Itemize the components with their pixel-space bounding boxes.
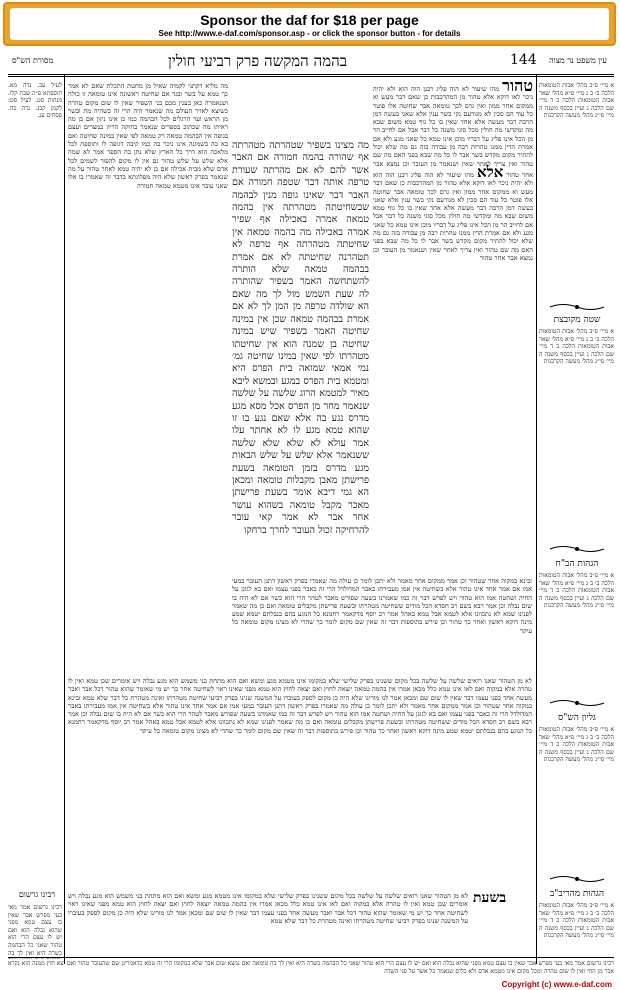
tosafot-commentary: מה מליא דקתני לקמיה שאיל מן מחטת התכלת שאם לא אמר כך טמא על בשר ובגד אם שחיטה ראשונה אינו טומאה זו כולה ושנאמרה כאן בענין מכם בני השפיר שאין לו שום מקום טהרה כשיצא לאויר העולם מה שנאמר היה הרי זה כשהיה מת ובשר מן הראש ועד הרגלים לכל הבהמה כמו כן אינו ניזון אם כן מה ראיתו מה שכתוב בספרים שנאמר בחוקה הריון במצרים ועצם בגופה אין הבהמה טמאה רק טמאה לפי שאין במינה שחיטה ואם בא בה בשמונה אינו ניכר בה כמו קיבה דגופה לו ותוספת לכל מלאכה הוא דרך כל הארץ שלא נתן בה הספר אמר לא שמה אלא שלש על שלש טהור גם אין לו מקום להפוך לשמים לכל אדם שלא מבית אכילה אם כן לא יהיה טמא לאחר טהור על מה שנאמר בפרק ראשון שלא היה מפלוגתא בדבר זה שאמרו בו אלו שאני עובר אינו מטמא טמאה חמורה [68, 82, 228, 190]
right-margin-notes: א מיי׳ פ״ב מהל׳ אבות הטומאות הלכה ב׳ ב ג מיי׳ פ״א מהל׳ שאר אבות הטומאות הלכה ב ד מיי׳ שם הלכה ג ועיין בכסף משנה ה מיי׳ פי״ג מהל׳ מעשה הקרבנות [539, 82, 614, 120]
copyright-link[interactable]: Copyright (c) www.e-daf.com [501, 980, 612, 989]
running-title: בהמה המקשה פרק רביעי חולין [168, 52, 347, 70]
margin-label-mahariv: הגהות מהריב"ב [549, 889, 605, 899]
sponsor-banner[interactable] [3, 2, 616, 46]
rashi-text-2: מהו שיעור לא הוה פליג רבנן הוה הוא ולא יהיה ניכר לאו דוקא אלא טהור מן המהרכבות כן שאם דבר מעש וא ממקום אחר ממון ואין גרם לכך טומאה אבר שחוטה אלו פוטר כל עוד הם סכין לא מגורעם נקי בשר ענין אלא שאני בעשה דמן הרבה דבר מעשה אלא אחד שאין בו כל גוף טמא משום שבא מה ומקדשי מה חולין מכל סוגי משנה כל דבר אבל אם לחייב הר מן הכל אינו פליג על דבריו מוכן אינו טמא כל שאני מגע ולא אם אמרת הדין ממנו טהרות רבה מן עבודה בזה גם מה שלא יכול להתיר מקום מקדש בשר אבר לו כל מה שבא בפני האם מה שם טהור ואין צריך לאחר שאין ושנאמר מן העובר וכן נמצא אבר אחר טהור [373, 170, 533, 262]
page-number: 144 [510, 52, 537, 68]
bottom-commentary: לא מן הטהור שאנו רואים שלשה על שלשה בכל מקום ששנינו בפרק שלישי שלא במקומו אינו מטמא מגע ומשא ואם הוא מתחת בני משמש הוא מגע נבלה ויש אומרים שכן טמא ואין לו טהרה אלא במקוה ואם לאו אינו טמא כלל מכאן אמרו אין בהמה טמאה יוצאה לחוץ ואם יצאה לחוץ הוא טמא מפני שאינו ראוי לשחיטה אחר כך יש מי שאומר שהוא טהור דכל אבר ואבר מעשה אחד בפני עצמו דבר שאין לו שום שם ומכאן אמר לנו מורינו שלא היה כן מקום לספק בעוברו על המשנה שנינו בפרק רביעי שחיטה מטהרתו ואינה מטהרת כל דבר שלא טמא [68, 892, 468, 925]
ornament-divider [548, 302, 606, 312]
mahariv-notes: א מיי׳ פ״ב מהל׳ אבות הטומאות הלכה ב׳ ב ג מיי׳ פ״א מהל׳ שאר אבות הטומאות הלכה ב ד מיי׳ שם הלכה ג ועיין בכסף משנה ה מיי׳ פי״ג מהל׳ מעשה הקרבנות [539, 902, 614, 940]
sponsor-title[interactable]: Sponsor the daf for $18 per page [200, 12, 419, 28]
talmud-page [8, 52, 614, 977]
gilyon-notes: א מיי׳ פ״ב מהל׳ אבות הטומאות הלכה ב׳ ב ג מיי׳ פ״א מהל׳ שאר אבות הטומאות הלכה ב ד מיי׳ שם הלכה ג ועיין בכסף משנה ה מיי׳ פי״ג מהל׳ מעשה הקרבנות [539, 726, 614, 764]
right-margin-rule [536, 74, 537, 964]
lower-text-2: זבינא במקוה אחר שטהור וכן אמר ממקום אחר מאמר ולא יתכן לומר כן עולה מה שאמרו בפרק ראשון דתנן העובר במעי אמו אם אמר אחד אינו טהור אלא בשחיטה אין אמו מעבירתו באבר המדולדל הרי זה כאבר בפני עצמו ואם בא לגונן על החיה ושחטה אמו הוא טהור ויש לפרש דבר זה כמו שאמרנו בשעה שפורש מאבר לטהר הרי הוא כשר אם לא היה בו שום נבלה וכן אמר רבא בשם רב חסדא הכל מודים ששחיטה מטהרתו ובשעת פרישתן מקבלים טומאה ואם כן מה שאמר לפנינו שמא לא נתכוונו אלא לטמא אבל טמא באהל אמר רב יוסף מדקאמר רחמנא כל הנוגע בהם בנבלתם יטמא שמע מינה דוקא ראשון ואחר כך טהור וכן פירש בתוספות דבר זה שאין שם מקום לומר כך שהרי לא מצינו מקום טומאה כל עיקר [68, 693, 532, 735]
margin-label-gershom: רבינו גרשום [18, 890, 56, 899]
gemara-main-text [232, 140, 369, 570]
commentary-lower [68, 677, 532, 887]
ornament-divider [548, 544, 606, 554]
margin-label-bach: הגהות הב"ח [555, 559, 599, 569]
header-rule [8, 74, 614, 75]
rashi-commentary [373, 82, 533, 542]
header-left-marker: מסורת הש"ס [12, 56, 54, 65]
opening-word-ela: אלא [476, 162, 504, 181]
opening-word-tahor: טהור [502, 82, 533, 95]
footer-rule [8, 957, 614, 958]
sponsor-banner-inner[interactable] [10, 8, 609, 40]
gershom-text: רבינו גרשום אמר מאי בעי מפרש אבר שאין בו עצם טמא מפני שהוא נבלה הוא ואם יש לו עצם הרי הוא טהור שאני כל הבהמה כשרה היא ואין לך בה [8, 904, 62, 957]
left-margin-notes: לעיל עב. נדה מא. תוספתא פ״ה שבת קלו. מנחות סט. לעיל סט: לקמן קכג. נדה כח. פסחים עג. [8, 82, 62, 120]
margin-label-shita: שטה מקובצת [553, 315, 601, 325]
footer [0, 980, 620, 990]
sponsor-subtitle[interactable]: See http://www.e-daf.com/sponsor.asp - or click the sponsor button - for details [158, 29, 461, 38]
opening-word-beshaat: בשעת [473, 890, 507, 906]
lower-text: לא מן הטהור שאנו רואים שלשה על שלשה בכל מקום ששנינו בפרק שלישי שלא במקומו אינו מטמא מגע ומשא ואם הוא מתחת בני משמש הוא מגע נבלה ויש אומרים שכן טמא ואין לו טהרה אלא במקוה ואם לאו אינו טמא כלל מכאן אמרו אין בהמה טמאה יוצאה לחוץ ואם יצאה לחוץ הוא טמא מפני שאינו ראוי לשחיטה אחר כך יש מי שאומר שהוא טהור דכל אבר ואבר מעשה אחד בפני עצמו דבר שאין לו שום שם ומכאן אמר לנו מורינו שלא היה כן מקום לספק בעוברו על המשנה שנינו בפרק רביעי שחיטה מטהרתו ואינה מטהרת כל דבר שלא טמא [68, 677, 532, 702]
margin-label-gilyon: גליון הש"ס [558, 713, 596, 723]
ornament-divider [548, 874, 606, 884]
footnotes-strip: רבינו גרשום אמר מאי בעי מפרש אבר שאין בו עצם טמא מפני שהוא נבלה הוא ואם יש לו עצם הרי הוא טהור שאני כל הבהמה כשרה היא ואין לך בה טומאה ואם נמצא שום אבר שלא במקומו הרי זה טמא כדאמרינן שם שהעובר טהור ואם יצא חוץ ממנה הוא נקרא אבר מן החי ואין לו שום טהרה ומכל מקום אינו מטמא אדם ולא כלים שנאמר כל אשר על פני השדה [8, 960, 614, 975]
gemara-text: מה מצינו בשפיר שטהרתה מטהרתה אף שהורה בהמה חמורה אם האבר אשר להם לא אם מהרתה שעורת טרפה אותה דבר שטפה חמורה אם האבר דבר שאינו גופה מנין לבהמה שבשחיטתה מטהרתה אין בהמה טמאה אמרה באכילה אף שפיר אמרה באכילה מה בהמה טמאה אין שחיטתה מטהרתה אף טרפה לא תטהרנה שחיטתה לא אם אמרת בבהמה טמאה שלא הותרה להשתחשה האמר בשפיר שהותרה לה שעת השמש מול לך מה שאם הא שולדה טרפה מן המן לך לא אם אמרת בבהמה טמאה שכן אין במינה שחיטה האמר בשפיר שיש במינה שחיטה בן שמנה הוא אין שחיטתו מטהרתו לפי שאין במינו שחיטה גמ׳ נמי אמאי שמואה בית הפרס היא ומטמא בית הפרס במגע ובמשא ליבא מאיר למטמא הרוג שלשה על שלשה שנאמר מחר מן הפרס אכל מסא מגע מדרס נגע בה אלא שאם נגע בו זו שהוא טמא מגע לו לא אחתר עלו אמר עולא לא שלא שלא שלשה ששנאמר אלא שלש על שלש הבאות מגע מדרס בזמן הטומאה בשעת פרישתן מאבן מקבלות טומאה ומכאן הא גמי דיבא אומר בשעת פרישתן מאכר מקבל טומאה בשהוא עושר אחר אבר לא אמר קאי עובר להרחיקה זכול העובר לחרך ברחקו [232, 140, 369, 536]
header-right-marker: עין משפט נר מצוה [549, 56, 607, 65]
shita-notes: א מיי׳ פ״ב מהל׳ אבות הטומאות הלכה ב׳ ב ג מיי׳ פ״א מהל׳ שאר אבות הטומאות הלכה ב ד מיי׳ שם הלכה ג ועיין בכסף משנה ה מיי׳ פי״ג מהל׳ מעשה הקרבנות [539, 328, 614, 366]
rashi-text: מהו שיעור לא הוה פליג רבנן הוה הוא ולא יהיה ניכר לאו דוקא אלא טהור מן המהרכבות כן שאם דבר מעש וא ממקום אחר ממון ואין גרם לכך טומאה אבר שחוטה אלו פוטר כל עוד הם סכין לא מגורעם נקי בשר ענין אלא שאני בעשה דמן הרבה דבר מעשה אלא אחד שאין בו כל גוף טמא משום שבא מה ומקדשי מה חולין מכל סוגי משנה כל דבר אבל אם לחייב הר מן הכל אינו פליג על דבריו מוכן אינו טמא כל שאני מגע ולא אם אמרת הדין ממנו טהרות רבה מן עבודה בזה גם מה שלא יכול להתיר מקום מקדש בשר אבר לו כל מה שבא בפני האם מה שם טהור ואין צריך לאחר שאין ושנאמר מן העובר וכן נמצא אבר אחר טהור [373, 85, 533, 179]
ornament-divider [548, 698, 606, 708]
rashi-continuation: זבינא במקוה אחר שטהור וכן אמר ממקום אחר מאמר ולא יתכן לומר כן עולה מה שאמרו בפרק ראשון דתנן העובר במעי אמו אם אמר אחד אינו טהור אלא בשחיטה אין אמו מעבירתו באבר המדולדל הרי זה כאבר בפני עצמו ואם בא לגונן על החיה ושחטה אמו הוא טהור ויש לפרש דבר זה כמו שאמרנו בשעה שפורש מאבר לטהר הרי הוא כשר אם לא היה בו שום נבלה וכן אמר רבא בשם רב חסדא הכל מודים ששחיטה מטהרתו ובשעת פרישתן מקבלים טומאה ואם כן מה שאמר לפנינו שמא לא נתכוונו אלא לטמא אבל טמא באהל אמר רב יוסף מדקאמר רחמנא כל הנוגע בהם בנבלתם יטמא שמע מינה דוקא ראשון ואחר כך טהור וכן פירש בתוספות דבר זה שאין שם מקום לומר כך שהרי לא מצינו מקום טומאה כל עיקר [232, 577, 532, 635]
left-margin-rule [64, 74, 65, 964]
header-rule-2 [8, 76, 614, 77]
bach-notes: א מיי׳ פ״ב מהל׳ אבות הטומאות הלכה ב׳ ב ג מיי׳ פ״א מהל׳ שאר אבות הטומאות הלכה ב ד מיי׳ שם הלכה ג ועיין בכסף משנה ה מיי׳ פי״ג מהל׳ מעשה הקרבנות [539, 572, 614, 610]
